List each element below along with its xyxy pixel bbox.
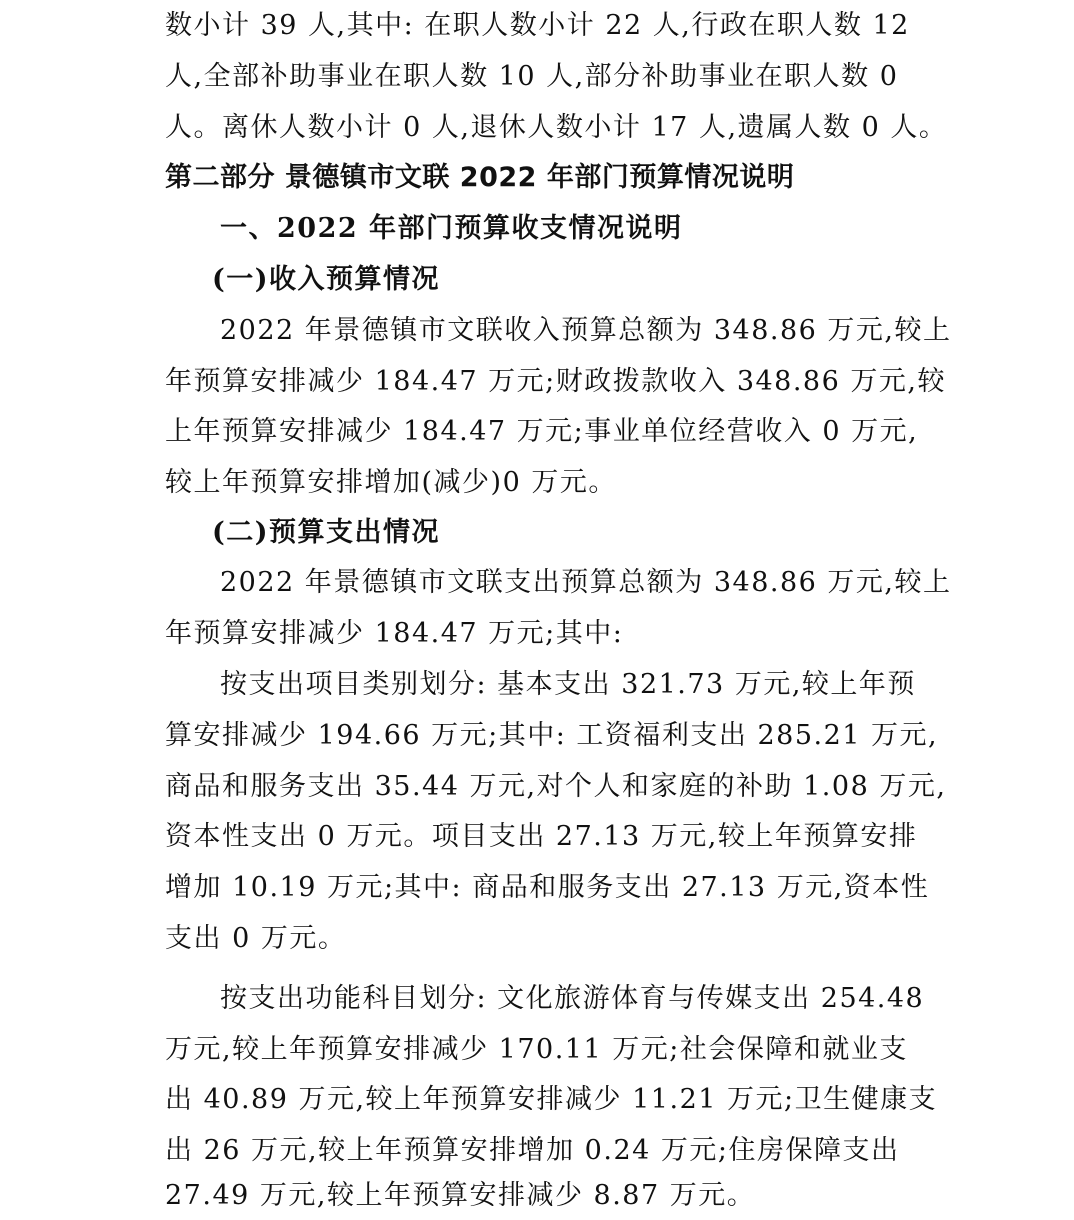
- text-line: 资本性支出 0 万元。项目支出 27.13 万元,较上年预算安排: [165, 821, 918, 852]
- text-line: 按支出项目类别划分: 基本支出 321.73 万元,较上年预: [220, 669, 916, 700]
- text-line: 按支出功能科目划分: 文化旅游体育与传媒支出 254.48: [220, 983, 925, 1014]
- text-line: 出 40.89 万元,较上年预算安排减少 11.21 万元;卫生健康支: [165, 1084, 938, 1115]
- text-line: 商品和服务支出 35.44 万元,对个人和家庭的补助 1.08 万元,: [165, 771, 947, 802]
- text-line: 支出 0 万元。: [165, 923, 347, 954]
- text-line: 较上年预算安排增加(减少)0 万元。: [165, 467, 617, 498]
- text-line: 人。离休人数小计 0 人,退休人数小计 17 人,遗属人数 0 人。: [165, 112, 948, 143]
- subsection-heading-income: (一)收入预算情况: [212, 264, 441, 295]
- text-line: 增加 10.19 万元;其中: 商品和服务支出 27.13 万元,资本性: [165, 872, 930, 903]
- text-line: 上年预算安排减少 184.47 万元;事业单位经营收入 0 万元,: [165, 416, 919, 447]
- text-line: 年预算安排减少 184.47 万元;财政拨款收入 348.86 万元,较: [165, 366, 946, 397]
- text-line: 万元,较上年预算安排减少 170.11 万元;社会保障和就业支: [165, 1034, 908, 1065]
- text-line: 年预算安排减少 184.47 万元;其中:: [165, 618, 624, 649]
- text-line: 人,全部补助事业在职人数 10 人,部分补助事业在职人数 0: [165, 61, 899, 92]
- text-line: 算安排减少 194.66 万元;其中: 工资福利支出 285.21 万元,: [165, 720, 939, 751]
- section-heading: 一、2022 年部门预算收支情况说明: [220, 213, 683, 244]
- text-line: 2022 年景德镇市文联收入预算总额为 348.86 万元,较上: [220, 315, 952, 346]
- text-line: 数小计 39 人,其中: 在职人数小计 22 人,行政在职人数 12: [165, 10, 910, 41]
- text-line: 2022 年景德镇市文联支出预算总额为 348.86 万元,较上: [220, 567, 952, 598]
- text-line: 27.49 万元,较上年预算安排减少 8.87 万元。: [165, 1180, 756, 1211]
- text-line: 出 26 万元,较上年预算安排增加 0.24 万元;住房保障支出: [165, 1135, 900, 1166]
- subsection-heading-expenditure: (二)预算支出情况: [212, 517, 441, 548]
- part-heading: 第二部分 景德镇市文联 2022 年部门预算情况说明: [165, 162, 795, 193]
